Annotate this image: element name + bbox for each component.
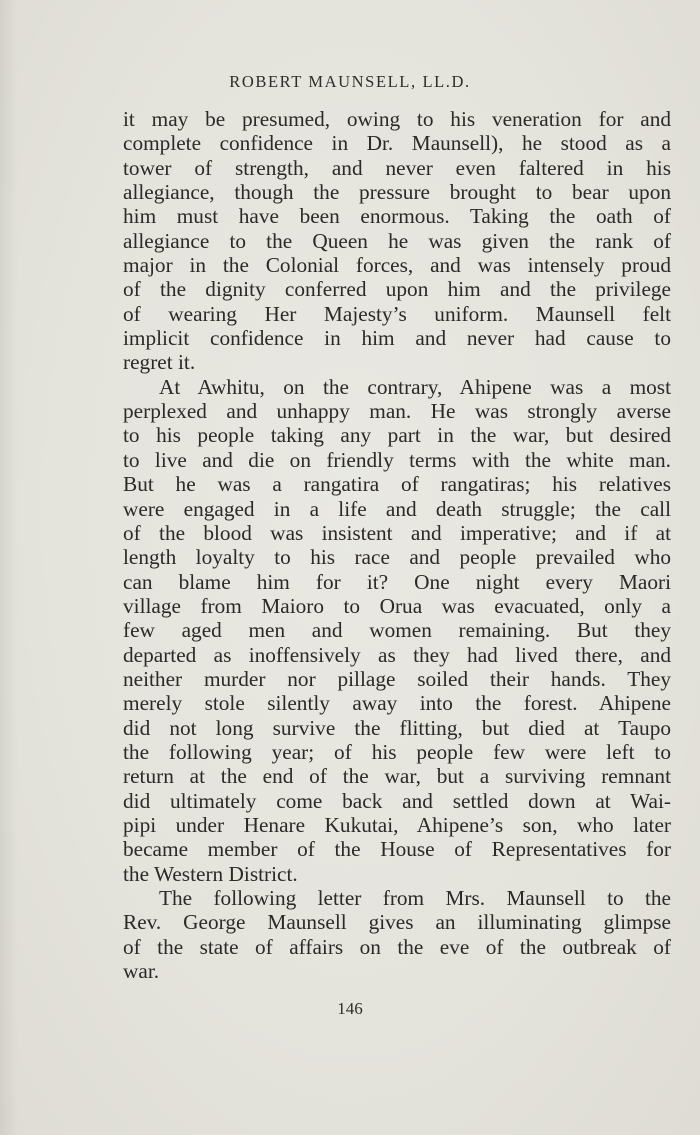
text-line: it may be presumed, owing to his veneration for and xyxy=(123,107,671,131)
text-line: of the blood was insistent and imperative; and if at xyxy=(123,520,671,545)
text-line: length loyalty to his race and people prevailed who xyxy=(123,545,671,570)
text-line: perplexed and unhappy man. He was strongly averse xyxy=(123,399,671,424)
paragraph-first-line: The following letter from Mrs. Maunsell to the xyxy=(159,886,671,910)
paragraph-last-line: the Western District. xyxy=(123,861,298,886)
page-gutter-shadow xyxy=(0,0,18,1135)
text-line: were engaged in a life and death struggle; the call xyxy=(123,496,671,521)
text-line: few aged men and women remaining. But they xyxy=(123,618,671,643)
text-line: complete confidence in Dr. Maunsell), he stood as a xyxy=(123,131,671,156)
text-line: tower of strength, and never even faltered in his xyxy=(123,155,671,180)
text-line: to live and die on friendly terms with the white man. xyxy=(123,447,671,472)
text-line: did ultimately come back and settled down at Wai- xyxy=(123,788,671,813)
text-line: major in the Colonial forces, and was intensely proud xyxy=(123,253,671,278)
text-line: departed as inoffensively as they had lived there, and xyxy=(123,642,671,667)
text-line: of the dignity conferred upon him and the privilege xyxy=(123,277,671,302)
text-line: return at the end of the war, but a surviving remnant xyxy=(123,764,671,789)
text-line: of wearing Her Majesty’s uniform. Maunsell felt xyxy=(123,301,671,326)
text-line: village from Maioro to Orua was evacuated, only a xyxy=(123,593,671,618)
text-line: neither murder nor pillage soiled their hands. They xyxy=(123,666,671,691)
text-line: Rev. George Maunsell gives an illuminating glimpse xyxy=(123,910,671,935)
paragraph-last-line: war. xyxy=(123,959,160,984)
text-line: But he was a rangatira of rangatiras; his relatives xyxy=(123,472,671,497)
text-line: of the state of affairs on the eve of the outbreak of xyxy=(123,934,671,959)
text-line: the following year; of his people few were left to xyxy=(123,739,671,764)
body-text xyxy=(123,107,671,983)
paragraph-last-line: regret it. xyxy=(123,350,196,375)
text-line: allegiance, though the pressure brought to bear upon xyxy=(123,180,671,205)
text-line: merely stole silently away into the forest. Ahipene xyxy=(123,691,671,716)
text-line: did not long survive the flitting, but died at Taupo xyxy=(123,715,671,740)
page-number: 146 xyxy=(337,999,363,1018)
text-line: him must have been enormous. Taking the oath of xyxy=(123,204,671,229)
text-line: can blame him for it? One night every Maori xyxy=(123,569,671,594)
paragraph-first-line: At Awhitu, on the contrary, Ahipene was a most xyxy=(159,374,671,399)
text-line: implicit confidence in him and never had cause to xyxy=(123,326,671,351)
running-head: ROBERT MAUNSELL, LL.D. xyxy=(229,72,471,91)
text-line: allegiance to the Queen he was given the rank of xyxy=(123,228,671,253)
text-line: became member of the House of Representatives for xyxy=(123,837,671,862)
text-line: pipi under Henare Kukutai, Ahipene’s son, who later xyxy=(123,812,671,837)
text-line: to his people taking any part in the war, but desired xyxy=(123,423,671,448)
